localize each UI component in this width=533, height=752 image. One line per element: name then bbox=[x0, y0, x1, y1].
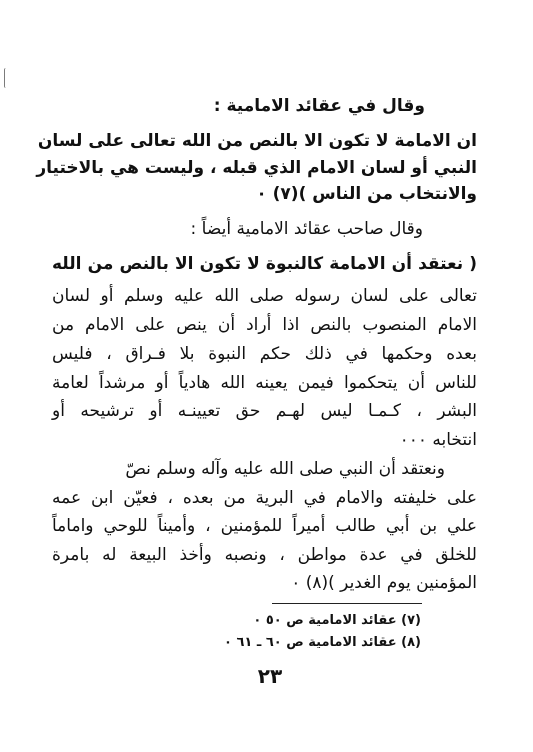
quote2-line6: البشر ، كـمـا ليس لهـم حق تعيينـه أو ترشيحه أو bbox=[52, 401, 477, 421]
footnote-8: (٨) عقائد الامامية ص ٦٠ ـ ٦١ ٠ bbox=[224, 635, 421, 650]
heading-author-also: وقال صاحب عقائد الامامية أيضاً : bbox=[190, 219, 423, 239]
footnote-7: (٧) عقائد الامامية ص ٥٠ ٠ bbox=[253, 613, 421, 628]
quote1-line1: ان الامامة لا تكون الا بالنص من الله تعالى على لسان bbox=[37, 131, 477, 151]
quote2-line3: الامام المنصوب بالنص اذا أراد أن ينص على الامام من bbox=[52, 315, 477, 335]
quote3-line2: على خليفته والامام في البرية من بعده ، فعيّن ابن عمه bbox=[52, 488, 477, 508]
quote3-line3: علي بن أبي طالب أميراً للمؤمنين ، وأميناً للوحي واماماً bbox=[52, 516, 477, 536]
quote1-line3: والانتخاب من الناس )(٧) ٠ bbox=[256, 184, 477, 204]
page-number: ٢٣ bbox=[257, 664, 283, 688]
quote3-line5: المؤمنين يوم الغدير )(٨) ٠ bbox=[291, 573, 477, 593]
heading-imamiyya-beliefs: وقال في عقائد الامامية : bbox=[213, 96, 425, 116]
quote3-line4: للخلق في عدة مواطن ، ونصبه وأخذ البيعة له بامرة bbox=[52, 545, 477, 565]
quote2-line2: تعالى على لسان رسوله صلى الله عليه وسلم أو لسان bbox=[52, 286, 477, 306]
quote2-line1: ( نعتقد أن الامامة كالنبوة لا تكون الا بالنص من الله bbox=[52, 254, 477, 274]
quote2-line7: انتخابه ٠٠٠ bbox=[399, 430, 477, 450]
quote2-line5: للناس أن يتحكموا فيمن يعينه الله هادياً أو مرشداً لعامة bbox=[52, 373, 477, 393]
quote1-line2: النبي أو لسان الامام الذي قبله ، وليست هي بالاختيار bbox=[36, 158, 477, 178]
quote2-line4: بعده وحكمها في ذلك حكم النبوة بلا فـراق ، فليس bbox=[52, 344, 477, 364]
page-edge-mark bbox=[4, 68, 8, 88]
footnote-separator bbox=[272, 603, 422, 604]
quote3-line1: ونعتقد أن النبي صلى الله عليه وآله وسلم نصّ bbox=[125, 459, 445, 479]
